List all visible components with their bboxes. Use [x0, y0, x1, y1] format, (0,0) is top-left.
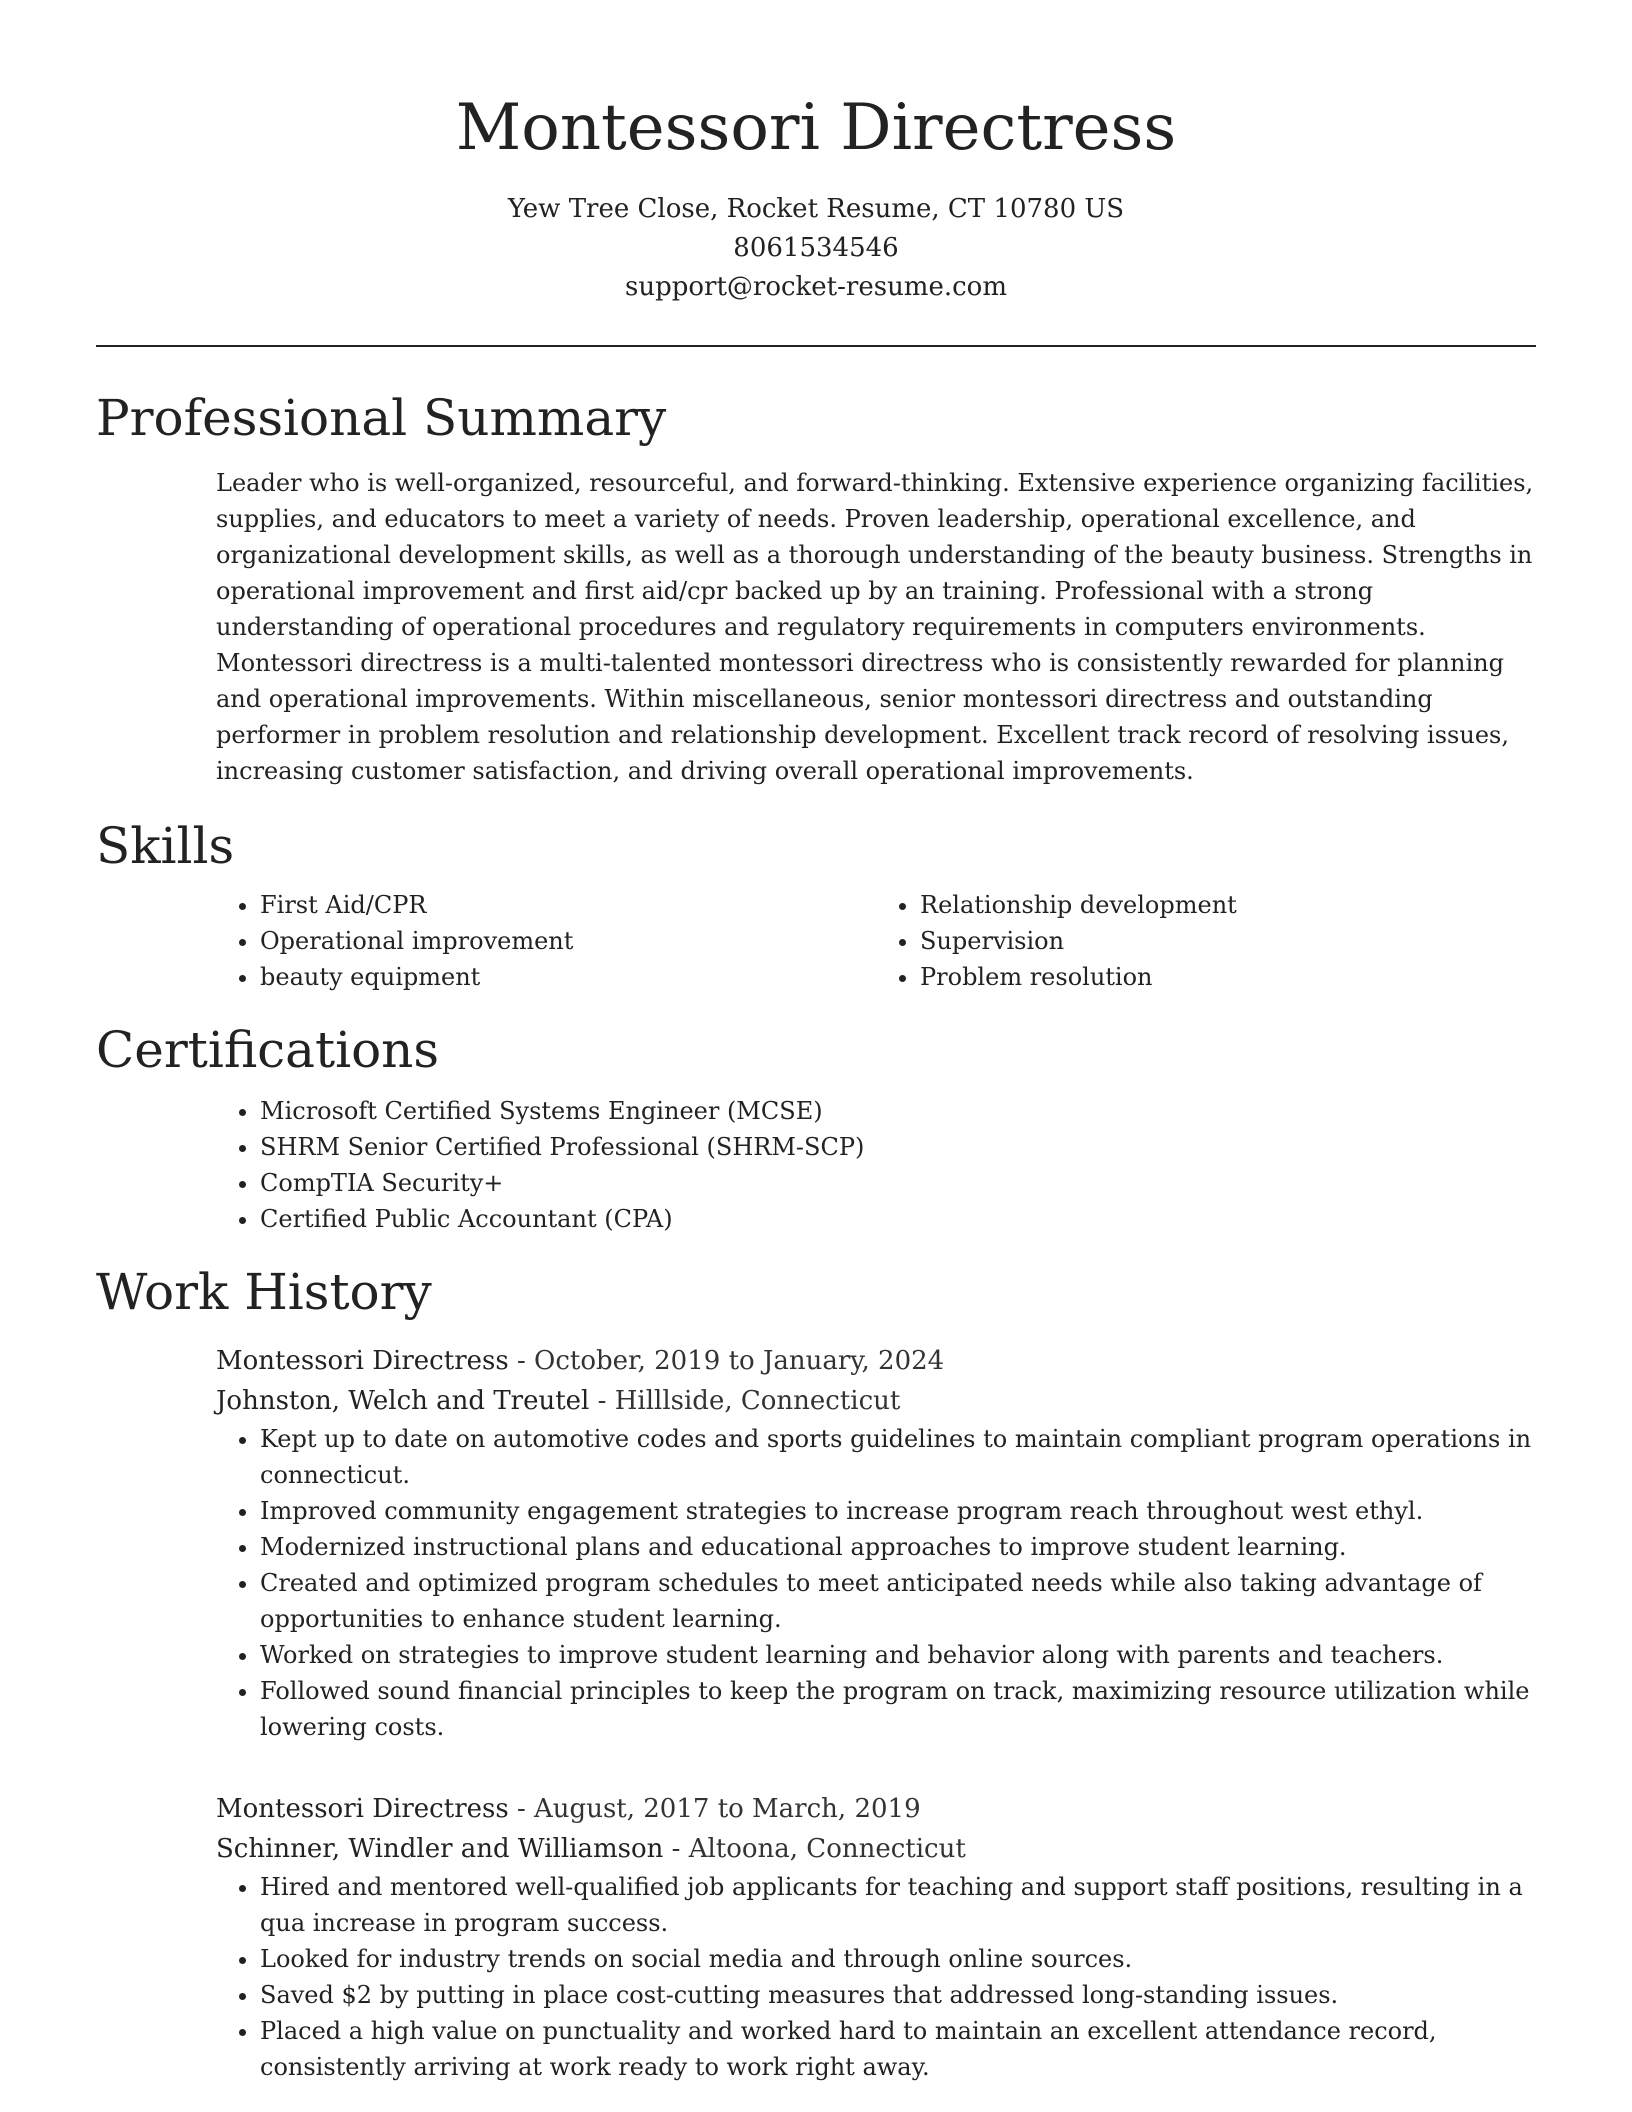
summary-text: Leader who is well-organized, resourceful, and forward-thinking. Extensive experience organizing facilities, supplies, and educators to meet a variety of needs. Proven leadership, operational excellence, and organizational development skills, as well as a thorough understanding of the beauty business. Strengths in operational improvement and first aid/cpr backed up by an training. Professional with a strong understanding of operational procedures and regulatory requirements in computers environments. Montessori directress is a multi-talented montessori directress who is consistently rewarded for planning and operational improvements. Within miscellaneous, senior montessori directress and outstanding performer in problem resolution and relationship development. Excellent track record of resolving issues, increasing customer satisfaction, and driving overall operational improvements. — [216, 469, 1534, 785]
skill-item: • Relationship development — [920, 887, 1536, 923]
job-title-line — [216, 1341, 1536, 1381]
contact-address: Yew Tree Close, Rocket Resume, CT 10780 US — [507, 194, 1125, 224]
certifications-list — [216, 1093, 1536, 1237]
job-company-line — [216, 1381, 1536, 1421]
separator: - — [516, 1794, 526, 1824]
job-bullet: • Saved $2 by putting in place cost-cutting measures that addressed long-standing issues. — [260, 1977, 1536, 2013]
job-dates: October, 2019 to January, 2024 — [534, 1346, 945, 1376]
resume-header — [96, 0, 1536, 307]
certification-item: • CompTIA Security+ — [260, 1165, 1536, 1201]
contact-block — [96, 190, 1536, 307]
skill-item: • beauty equipment — [260, 959, 876, 995]
resume-page — [96, 0, 1536, 2085]
contact-email: support@rocket-resume.com — [624, 272, 1007, 302]
summary-heading: Professional Summary — [96, 389, 667, 447]
skills-column-right — [876, 887, 1536, 995]
job-bullet: • Looked for industry trends on social media and through online sources. — [260, 1941, 1536, 1977]
skills-grid — [216, 887, 1536, 995]
job-bullet: • Placed a high value on punctuality and worked hard to maintain an excellent attendance record, consistently arriving at work ready to work right away. — [260, 2013, 1536, 2085]
job-location: Hilllside, Connecticut — [614, 1386, 901, 1416]
skill-item: • Operational improvement — [260, 923, 876, 959]
job-entry — [216, 1789, 1536, 2085]
job-company: Johnston, Welch and Treutel — [216, 1386, 590, 1416]
certification-item: • Certified Public Accountant (CPA) — [260, 1201, 1536, 1237]
job-role: Montessori Directress — [216, 1346, 509, 1376]
job-bullet: • Followed sound financial principles to keep the program on track, maximizing resource utilization while lowering costs. — [260, 1673, 1536, 1745]
certifications-heading: Certifications — [96, 1021, 440, 1079]
job-company-line — [216, 1829, 1536, 1869]
certification-item: • SHRM Senior Certified Professional (SHRM-SCP) — [260, 1129, 1536, 1165]
separator: - — [516, 1346, 526, 1376]
job-bullets — [216, 1869, 1536, 2085]
certification-item: • Microsoft Certified Systems Engineer (MCSE) — [260, 1093, 1536, 1129]
work-history-heading: Work History — [96, 1263, 432, 1321]
skill-item: • Problem resolution — [920, 959, 1536, 995]
skill-item: • Supervision — [920, 923, 1536, 959]
job-bullet: • Worked on strategies to improve student learning and behavior along with parents and teachers. — [260, 1637, 1536, 1673]
job-bullets — [216, 1421, 1536, 1745]
job-entry — [216, 1341, 1536, 1745]
job-bullet: • Hired and mentored well-qualified job applicants for teaching and support staff positions, resulting in a qua increase in program success. — [260, 1869, 1536, 1941]
skills-heading: Skills — [96, 817, 235, 875]
candidate-name: Montessori Directress — [455, 91, 1177, 165]
skills-column-left — [216, 887, 876, 995]
header-divider — [96, 345, 1536, 347]
job-bullet: • Improved community engagement strategies to increase program reach throughout west ethyl. — [260, 1493, 1536, 1529]
job-title-line — [216, 1789, 1536, 1829]
contact-phone: 8061534546 — [733, 233, 899, 263]
job-bullet: • Kept up to date on automotive codes and sports guidelines to maintain compliant program operations in connecticut. — [260, 1421, 1536, 1493]
job-role: Montessori Directress — [216, 1794, 509, 1824]
job-location: Altoona, Connecticut — [688, 1834, 966, 1864]
certifications-bullets — [216, 1093, 1536, 1237]
job-bullet: • Created and optimized program schedules to meet anticipated needs while also taking advantage of opportunities to enhance student learning. — [260, 1565, 1536, 1637]
job-bullet: • Modernized instructional plans and educational approaches to improve student learning. — [260, 1529, 1536, 1565]
job-dates: August, 2017 to March, 2019 — [534, 1794, 921, 1824]
job-company: Schinner, Windler and Williamson — [216, 1834, 664, 1864]
separator: - — [671, 1834, 681, 1864]
separator: - — [597, 1386, 607, 1416]
skill-item: • First Aid/CPR — [260, 887, 876, 923]
